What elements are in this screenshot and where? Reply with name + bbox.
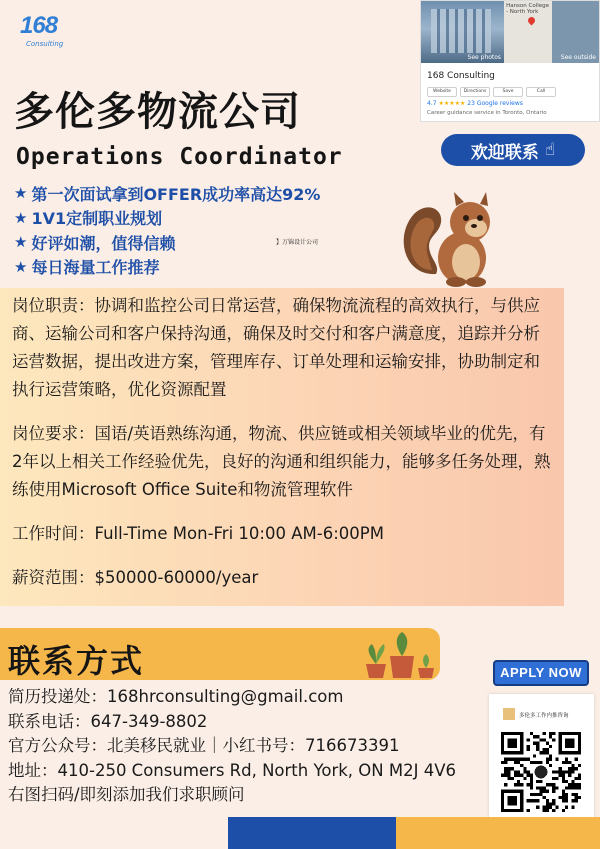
qr-code-image bbox=[501, 732, 581, 812]
star-icon: ★ bbox=[14, 257, 28, 276]
job-details-panel bbox=[0, 288, 564, 606]
highlight-text: 1V1定制职业规划 bbox=[31, 209, 163, 229]
footer-strip-right bbox=[396, 817, 600, 849]
work-hours: 工作时间：Full-Time Mon-Fri 10:00 AM-6:00PM bbox=[12, 524, 384, 543]
business-description: Career guidance service in Toronto, Ontario bbox=[427, 110, 547, 116]
highlight-text: 第一次面试拿到OFFER成功率高达92% bbox=[31, 184, 321, 204]
highlight-item bbox=[14, 230, 320, 255]
job-duties: 岗位职责：协调和监控公司日常运营，确保物流流程的高效执行，与供应商、运输公司和客户保持沟通，确保及时交付和客户满意度，追踪并分析运营数据，提出改进方案，管理库存、订单处理和运输安排，协助制定和执行运营策略，优化资源配置 bbox=[12, 296, 540, 399]
job-requirements: 岗位要求：国语/英语熟练沟通，物流、供应链或相关领域毕业的优先，有2年以上相关工作经验优先，良好的沟通和组织能力，能够多任务处理，熟练使用Microsoft Office Suite和物流管理软件 bbox=[12, 424, 551, 499]
welcome-contact-button bbox=[441, 134, 585, 166]
see-outside-caption: See outside bbox=[560, 54, 596, 61]
highlight-text: 每日海量工作推荐 bbox=[31, 258, 160, 278]
see-photos-caption: See photos bbox=[467, 54, 502, 61]
business-rating bbox=[427, 100, 599, 107]
squirrel-illustration bbox=[396, 186, 500, 290]
highlights-list bbox=[14, 181, 320, 279]
contact-social: 官方公众号：北美移民就业｜小红书号：716673391 bbox=[8, 736, 400, 755]
company-logo bbox=[20, 12, 70, 56]
footer-strip-left bbox=[0, 817, 228, 849]
contact-phone: 联系电话：647-349-8802 bbox=[8, 711, 208, 731]
highlight-item bbox=[14, 255, 320, 280]
star-icon: ★ bbox=[14, 233, 28, 252]
rating-stars: ★★★★★ bbox=[438, 100, 466, 107]
plant-pots-illustration bbox=[360, 630, 438, 680]
job-title: Operations Coordinator bbox=[16, 144, 343, 170]
contact-email: 简历投递处：168hrconsulting@gmail.com bbox=[8, 687, 344, 706]
business-name: 168 Consulting bbox=[427, 71, 495, 81]
business-photos bbox=[421, 1, 599, 63]
review-count: 23 Google reviews bbox=[467, 100, 523, 107]
qr-card-title: 多伦多工作内推咨询 bbox=[519, 713, 569, 719]
call-button: Call bbox=[526, 87, 556, 97]
contact-section-title: 联系方式 bbox=[8, 642, 145, 680]
save-button: Save bbox=[493, 87, 523, 97]
salary-range: 薪资范围：$50000-60000/year bbox=[12, 568, 259, 587]
map-label: Hanson College - North York bbox=[506, 3, 550, 15]
outside-photo bbox=[552, 1, 599, 63]
welcome-label: 欢迎联系 bbox=[470, 142, 539, 163]
directions-button: Directions bbox=[460, 87, 490, 97]
small-label: 】万锦设计公司 bbox=[276, 239, 319, 246]
apply-now-badge: APPLY NOW bbox=[493, 660, 589, 686]
map-thumbnail bbox=[504, 1, 551, 63]
highlight-item bbox=[14, 206, 320, 231]
contact-address: 地址：410-250 Consumers Rd, North York, ON M2J 4V6 bbox=[8, 760, 456, 780]
highlight-item bbox=[14, 181, 320, 206]
business-actions bbox=[427, 87, 599, 97]
website-button: Website bbox=[427, 87, 457, 97]
avatar bbox=[503, 708, 515, 720]
hand-pointer-icon: ☝ bbox=[544, 140, 556, 160]
building-photo bbox=[421, 1, 504, 63]
logo-number: 168 bbox=[20, 12, 58, 39]
star-icon: ★ bbox=[14, 184, 28, 203]
contact-info bbox=[8, 685, 456, 808]
google-business-card bbox=[420, 0, 600, 122]
footer-strip-middle bbox=[228, 817, 396, 849]
logo-subtext: Consulting bbox=[26, 40, 64, 48]
page-title: 多伦多物流公司 bbox=[14, 89, 301, 135]
rating-value: 4.7 bbox=[427, 100, 437, 107]
star-icon: ★ bbox=[14, 208, 28, 227]
map-pin-icon bbox=[527, 16, 537, 26]
contact-scan-hint: 右图扫码/即刻添加我们求职顾问 bbox=[8, 785, 245, 804]
highlight-text: 好评如潮，值得信赖 bbox=[31, 233, 176, 253]
